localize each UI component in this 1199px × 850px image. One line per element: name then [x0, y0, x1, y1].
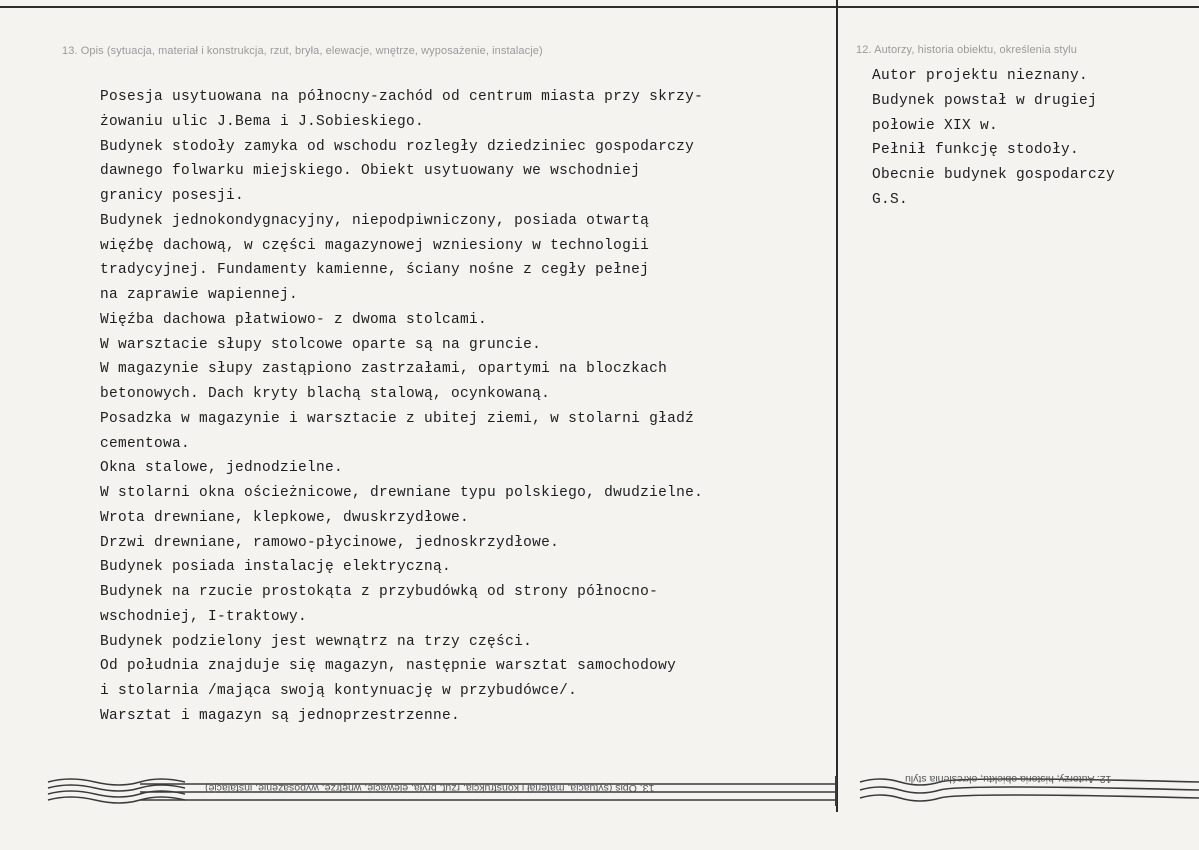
description-section-heading: 13. Opis (sytuacja, materiał i konstrukcja, rzut, bryła, elewacje, wnętrze, wyposażenie, instalacje) [62, 45, 543, 57]
typed-line: Warsztat i magazyn są jednoprzestrzenne. [100, 707, 461, 724]
typed-line: G.S. [872, 191, 909, 208]
typed-line: Okna stalowe, jednodzielne. [100, 460, 344, 477]
authors-history-section-heading: 12. Autorzy, historia obiektu, określenia stylu [856, 44, 1077, 56]
typed-line: Budynek podzielony jest wewnątrz na trzy części. [100, 633, 533, 650]
typed-line: Posesja usytuowana na północny-zachód od centrum miasta przy skrzy- [100, 89, 704, 105]
typed-line: dawnego folwarku miejskiego. Obiekt usytuowany we wschodniej [100, 163, 641, 180]
typed-line: Autor projektu nieznany. [872, 68, 1089, 84]
mirrored-description-heading: 13. Opis (sytuacja, materiał i konstrukcja, rzut, bryła, elewacje, wnętrze, wyposażenie, instalacje) [205, 782, 655, 794]
typed-line: Budynek jednokondygnacyjny, niepodpiwniczony, posiada otwartą [100, 212, 650, 229]
typed-line: Posadzka w magazynie i warsztacie z ubitej ziemi, w stolarni gładź [100, 410, 695, 427]
typed-line: i stolarnia /mająca swoją kontynuację w przybudówce/. [100, 683, 578, 699]
typed-line: wschodniej, I-traktowy. [100, 608, 308, 625]
mirrored-authors-heading: 12. Autorzy, historia obiektu, określenia stylu [905, 773, 1112, 785]
typed-line: Drzwi drewniane, ramowo-płycinowe, jednoskrzydłowe. [100, 534, 560, 551]
typed-line: żowaniu ulic J.Bema i J.Sobieskiego. [100, 113, 425, 130]
typed-line: więźbę dachową, w części magazynowej wzniesiony w technologii [100, 237, 650, 254]
typed-line: granicy posesji. [100, 188, 245, 204]
typed-line: Więźba dachowa płatwiowo- z dwoma stolcami. [100, 311, 488, 328]
typed-line: Pełnił funkcję stodoły. [872, 142, 1080, 159]
typed-line: Obecnie budynek gospodarczy [872, 167, 1116, 183]
typed-line: Wrota drewniane, klepkowe, dwuskrzydłowe. [100, 509, 470, 526]
typed-line: W warsztacie słupy stolcowe oparte są na gruncie. [100, 336, 542, 353]
typed-line: Budynek posiada instalację elektryczną. [100, 559, 452, 576]
typed-line: na zaprawie wapiennej. [100, 287, 299, 303]
typed-line: tradycyjnej. Fundamenty kamienne, ściany nośne z cegły pełnej [100, 262, 650, 279]
authors-history-text-block [872, 64, 1115, 213]
typed-line: betonowych. Dach kryty blachą stalową, ocynkowaną. [100, 386, 551, 402]
typed-line: W stolarni okna ościeżnicowe, drewniane typu polskiego, dwudzielne. [100, 485, 704, 501]
column-divider [836, 0, 838, 812]
top-border-line [0, 6, 1199, 8]
description-text-block [100, 85, 703, 729]
typed-line: W magazynie słupy zastąpiono zastrzałami, opartymi na bloczkach [100, 361, 668, 378]
typed-line: połowie XIX w. [872, 117, 999, 134]
typed-line: Budynek powstał w drugiej [872, 92, 1098, 109]
typed-line: cementowa. [100, 435, 191, 452]
typed-line: Budynek stodoły zamyka od wschodu rozległy dziedziniec gospodarczy [100, 138, 695, 155]
typed-line: Od południa znajduje się magazyn, następnie warsztat samochodowy [100, 658, 677, 675]
typed-line: Budynek na rzucie prostokąta z przybudówką od strony północno- [100, 584, 659, 600]
